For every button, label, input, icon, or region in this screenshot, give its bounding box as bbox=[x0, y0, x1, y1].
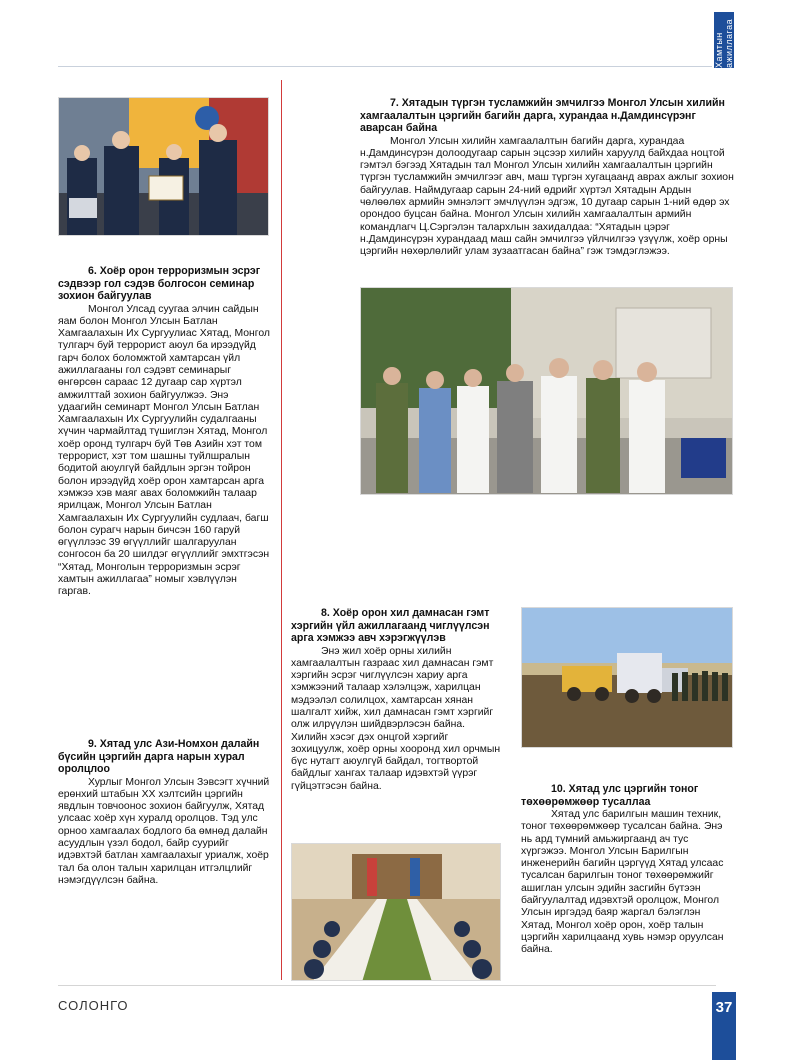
article-7 bbox=[360, 97, 734, 258]
photo-award-ceremony-image bbox=[59, 98, 269, 236]
page-number-bar bbox=[712, 1022, 736, 1060]
footer-rule bbox=[58, 985, 716, 986]
header-rule bbox=[58, 66, 712, 67]
article-9-body: Хурлыг Монгол Улсын Зэвсэгт хүчний ерөнхий штабын ХХ хэлтсийн цэргийн явдлын товчоонос зохион байгуулж, Хятад улсаас хоёр хүн хуралд оролцов. Тэд улс орноо хамгаалах бодлого ба өмнөд далайн асуудлын үзэл бодол, байр суурийг идэвхтэй батлан хамгаалахыг уриалж, хоёр тал ба олон талын харилцан итгэлцлийг нэмэгдүүлсэн байна. bbox=[58, 776, 270, 886]
article-10-title: 10. Хятад улс цэргийн тоног төхөөрөмжөөр тусаллаа bbox=[521, 783, 699, 808]
article-10-body: Хятад улс барилгын машин техник, тоног төхөөрөмжөөр тусалсан байна. Энэ нь ард түмний амьжиргаанд ач тус хүргэжээ. Монгол Улсын Барилгын инженерийн багийн цэргүүд Хятад улсаас тусалсан барилгын тоног төхөөрөмжийг ашиглан улсын эдийн засгийн бүтээн байгуулалтад идэвхтэй оролцож, Монгол Улсын иргэдэд баяр жаргал бэлэглэн Хятад, Монгол хоёр орон, хоёр талын цэргийн харилцаанд хувь нэмэр оруулсан байна. bbox=[521, 809, 724, 956]
article-8-title: 8. Хоёр орон хил дамнасан гэмт хэргийн үйл ажиллагаанд чиглүүлсэн арга хэмжээ авч хэрэгжүүлэв bbox=[291, 607, 490, 644]
column-divider bbox=[281, 80, 282, 980]
article-10 bbox=[521, 783, 735, 957]
photo-medical-group bbox=[360, 287, 733, 495]
photo-medical-group-image bbox=[361, 288, 733, 495]
photo-award-ceremony bbox=[58, 97, 269, 236]
page-number: 37 bbox=[712, 992, 736, 1022]
article-7-title: 7. Хятадын түргэн тусламжийн эмчилгээ Монгол Улсын хилийн хамгаалалтын цэргийн багийн дарга, хурандаа н.Дамдинсүрэнг аварсан байна bbox=[360, 97, 725, 134]
article-6-body: Монгол Улсад суугаа элчин сайдын яам болон Монгол Улсын Батлан Хамгаалахын Их Сургуулиас Хятад, Монгол тулгарч буй террорист аюул ба ирээдүйд гарч болох боломжтой хамтарсан үйл ажиллагааны гол сэдэвт семинарыг өнгөрсөн сараас 12 дугаар сар хүртэл амжилттай зохион байгуулжээ. Энэ удаагийн семинарт Монгол Улсын Батлан Хамгаалахын Их Сургуулийн судалгааны хүчин чармайлтад түшиглэн Хятад, Монгол хоёр оронд тулгарч буй Төв Азийн хэт том террорист, хэт том шашны туйлшралын бодитой аюулгүй байдлын эргэн тойрон болон ирээдүйд хоёр орон хамтарсан арга хэмжээ хэв маяг авах боломжийн талаар ярилцаж, Монгол Улсын Батлан Хамгаалахын Их Сургуулийн судлаач, багш болон сурагч нарын бичсэн 160 гаруй өгүүллээс 39 өгүүллийг шалгаруулан сонгосон ба 20 шилдэг өгүүллийг эмхтгэсэн “Хятад, Монголын терроризмын эсрэг хамтын ажиллагаа” номыг хэвлүүлэн гаргав. bbox=[58, 303, 270, 598]
magazine-name: СОЛОНГО bbox=[58, 998, 129, 1013]
photo-construction-vehicles-image bbox=[522, 608, 733, 748]
article-6-title: 6. Хоёр орон терроризмын эсрэг сэдвээр гол сэдэв болгосон семинар зохион байгуулав bbox=[58, 265, 261, 302]
section-tab: Хамтын ажиллагаа bbox=[714, 12, 734, 68]
photo-meeting-room-image bbox=[292, 844, 501, 981]
article-7-body: Монгол Улсын хилийн хамгаалалтын багийн дарга, хурандаа н.Дамдинсүрэн долоодугаар сарын эцсээр хилийн харуулд байхдаа ноцтой гэмтэл бэгээд Хятадын тал Монгол Улсын хилийн хамгаалалтын цэргийн түргэн тусламжийн эмчилгээг авч, маш түргэн хугацаанд аврах ажлыг зохион байгуулав. Наймдугаар сарын 24-ний өдрийг хүртэл Хятадын Ардын чөлөөлөх армийн эмнэлэгт эмчлүүлэн эдгэж, 10 дугаар сарын 1-ний өдөр эх орондоо буцсан байна. Монгол Улсын хилийн хамгаалалтын армийн командлагч Ц.Сэргэлэн талархлын захидалдаа: “Хятадын цэрэг н.Дамдинсүрэн хурандаад маш сайн эмчилгээ үйлчилгээ үзүүлж, хоёр орны цэргийн нөхөрлөлийг улам зузаатгасан байна” гэж тэмдэглэжээ. bbox=[360, 135, 734, 258]
article-9-title: 9. Хятад улс Ази-Номхон далайн бүсийн цэргийн дарга нарын хурал оролцлоо bbox=[58, 738, 260, 775]
article-9 bbox=[58, 738, 272, 887]
article-6 bbox=[58, 265, 272, 599]
article-8-body: Энэ жил хоёр орны хилийн хамгаалалтын газраас хил дамнасан гэмт хэргийн эсрэг чиглүүлсэн хариу арга хэмжээний талаар хэлэлцэж, харилцан мэдээлэл солилцох, хамтарсан хянан шалгалт хийж, хил дамнасан гэмт хэргийг олж илрүүлэн шийдвэрлэсэн байна. Хилийн хэсэг дэх онцгой хэргийг зохицуулж, хоёр орны хооронд хил орчмын бүс нутагт аюулгүй байдал, тогтвортой байдлыг хангах талаар идэвхтэй үүрэг гүйцэтгэсэн байна. bbox=[291, 645, 501, 792]
photo-meeting-room bbox=[291, 843, 501, 981]
photo-construction-vehicles bbox=[521, 607, 733, 748]
article-8 bbox=[291, 607, 503, 793]
